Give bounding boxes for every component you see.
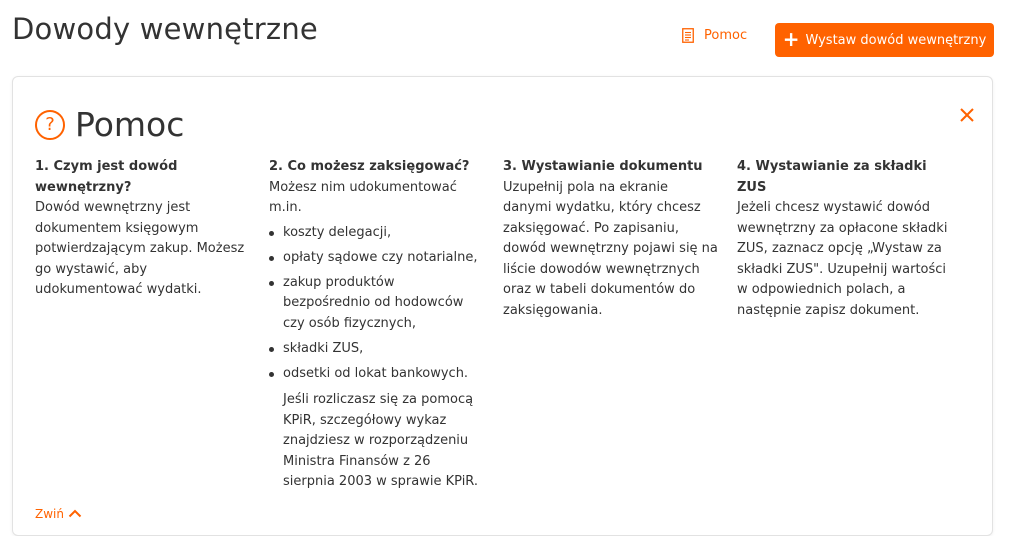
collapse-link[interactable] [35, 507, 82, 521]
list-item: składki ZUS, [269, 339, 479, 360]
help-column-heading: 4. Wystawianie za składki ZUS [737, 159, 927, 195]
help-column-heading: 1. Czym jest dowód wewnętrzny? [35, 159, 178, 195]
help-column-heading: 3. Wystawianie dokumentu [503, 159, 703, 174]
help-panel [12, 76, 993, 536]
list-item: zakup produktów bezpośrednio od hodowców czy osób fizycznych, [269, 273, 479, 335]
help-bullet-list [269, 223, 479, 385]
help-column-note: Jeśli rozliczasz się za pomocą KPiR, szczegółowy wykaz znajdziesz w rozporządzeniu Ministra Finansów z 26 sierpnia 2003 w sprawie KPiR. [283, 392, 479, 489]
issue-internal-document-button[interactable] [775, 23, 994, 57]
help-column-2 [269, 157, 479, 493]
help-column-3 [503, 157, 719, 321]
close-icon [957, 110, 977, 129]
help-column-1 [35, 157, 245, 301]
question-circle-icon: ? [35, 110, 65, 140]
help-column-body: Uzupełnij pola na ekranie danymi wydatku, który chcesz zaksięgować. Po zapisaniu, dowód wewnętrzny pojawi się na liście dowodów wewnętrznych oraz w tabeli dokumentów do zaksięgowania. [503, 179, 718, 318]
help-column-intro: Możesz nim udokumentować m.in. [269, 179, 457, 215]
document-icon [682, 28, 694, 43]
chevron-up-icon [68, 507, 82, 521]
collapse-label: Zwiń [35, 507, 64, 521]
help-link-label: Pomoc [704, 28, 748, 43]
list-item: opłaty sądowe czy notarialne, [269, 248, 479, 269]
list-item: koszty delegacji, [269, 223, 479, 244]
help-column-heading: 2. Co możesz zaksięgować? [269, 159, 470, 174]
help-column-body: Jeżeli chcesz wystawić dowód wewnętrzny za opłacone składki ZUS, zaznacz opcję „Wystaw za składki ZUS". Uzupełnij wartości w odpowiednich polach, a następnie zapisz dokument. [737, 200, 948, 318]
help-panel-title: Pomoc [75, 105, 185, 144]
list-item: odsetki od lokat bankowych. [269, 364, 479, 385]
help-link[interactable] [682, 28, 747, 43]
close-button[interactable] [957, 105, 977, 125]
page-title: Dowody wewnętrzne [12, 12, 318, 46]
help-column-body: Dowód wewnętrzny jest dokumentem księgowym potwierdzającym zakup. Możesz go wystawić, aby udokumentować wydatki. [35, 200, 245, 297]
plus-icon: + [782, 27, 800, 51]
help-panel-header [35, 105, 184, 144]
help-column-4 [737, 157, 959, 321]
issue-button-label: Wystaw dowód wewnętrzny [805, 32, 987, 48]
